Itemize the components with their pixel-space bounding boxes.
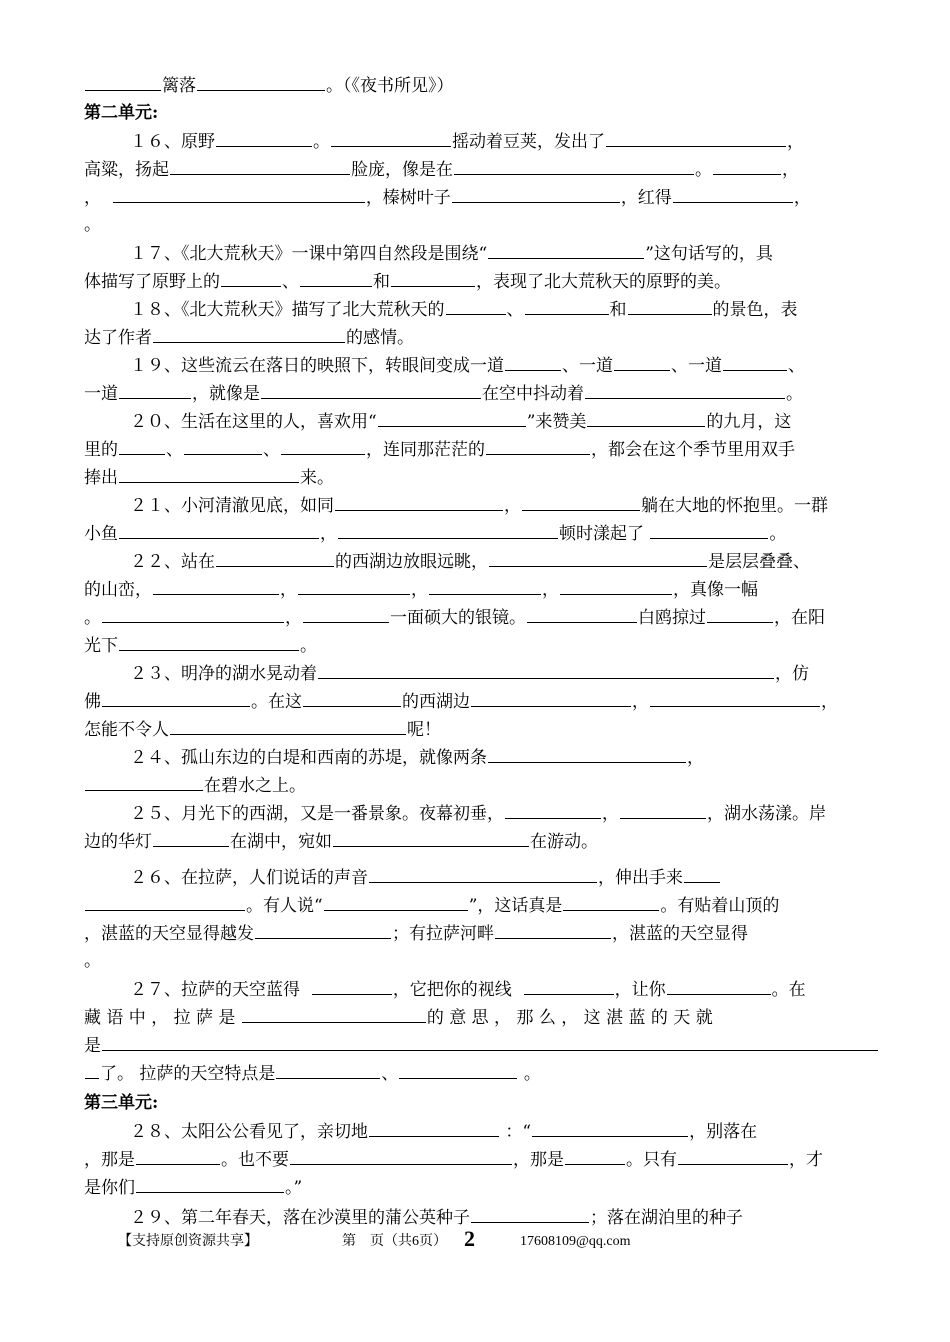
question-20: ２０、生活在这里的人，喜欢用“ ”来赞美 的九月，这 <box>130 412 792 432</box>
fill-blank[interactable] <box>153 578 279 595</box>
fill-blank[interactable] <box>378 410 526 427</box>
fill-blank[interactable] <box>446 298 506 315</box>
fill-blank[interactable] <box>102 606 284 623</box>
fill-blank[interactable] <box>338 522 558 539</box>
question-19-cont: 一道 ，就像是 在空中抖动着 。 <box>84 384 803 404</box>
fill-blank[interactable] <box>563 894 659 911</box>
question-26: ２６、在拉萨，人们说话的声音 ，伸出手来 <box>130 866 874 889</box>
question-16-cont: ， ，榛树叶子 ，红得 ， <box>84 188 811 208</box>
fill-blank[interactable] <box>667 978 771 995</box>
text: 。（《夜书所见》） <box>326 76 454 96</box>
fill-blank[interactable] <box>298 578 410 595</box>
footer-page-label: 第 页（共6页） <box>342 1234 447 1249</box>
fill-blank[interactable] <box>391 270 475 287</box>
fill-blank[interactable] <box>565 1148 625 1165</box>
question-29: ２９、第二年春天，落在沙漠里的蒲公英种子 ；落在湖泊里的种子 <box>130 1208 743 1228</box>
question-28-cont: ，那是 。也不要 ，那是 。只有 ，才 <box>84 1150 823 1170</box>
question-25-cont: 边的华灯 在湖中，宛如 在游动。 <box>84 832 598 852</box>
fill-blank[interactable] <box>333 830 529 847</box>
fill-blank[interactable] <box>102 1034 878 1051</box>
question-22-cont: 的山峦， ， ， ， ，真像一幅 <box>84 580 758 600</box>
fill-blank[interactable] <box>585 382 785 399</box>
fill-blank[interactable] <box>85 894 245 911</box>
fill-blank[interactable] <box>606 130 786 147</box>
fill-blank[interactable] <box>650 690 820 707</box>
question-16: １６、原野 。 摇动着豆荚，发出了 ， <box>130 132 804 152</box>
fill-blank[interactable] <box>488 242 644 259</box>
fill-blank[interactable] <box>153 326 345 343</box>
fill-blank[interactable] <box>471 690 631 707</box>
question-16-cont: 高粱，扬起 脸庞，像是在 。 ， <box>84 160 799 180</box>
fill-blank[interactable] <box>524 978 614 995</box>
fill-blank[interactable] <box>560 578 672 595</box>
question-26-cont: ，湛蓝的天空显得越发 ；有拉萨河畔 ，湛蓝的天空显得 <box>84 924 748 944</box>
question-28-cont: 是你们 。” <box>84 1178 303 1198</box>
fill-blank[interactable] <box>713 158 781 175</box>
fill-blank[interactable] <box>136 1176 284 1193</box>
fill-blank[interactable] <box>119 382 191 399</box>
fill-blank[interactable] <box>119 438 165 455</box>
question-22-cont: 光下 。 <box>84 636 317 656</box>
question-27: ２７、拉萨的天空蓝得 ，它把你的视线 ，让你 。在 <box>130 980 806 1000</box>
question-23-cont: 怎能不令人 呢！ <box>84 720 441 740</box>
question-18: １８、《北大荒秋天》描写了北大荒秋天的 、 和 的景色，表 <box>130 300 798 320</box>
footer-left: 【支持原创资源共享】 <box>118 1234 258 1249</box>
unit-two-heading: 第二单元: <box>84 103 159 123</box>
question-27-cont: 藏 语 中 ， 拉 萨 是 的 意 思 ， 那 么 ， 这 湛 蓝 的 天 就 <box>84 1008 713 1028</box>
fill-blank[interactable] <box>303 690 401 707</box>
fill-blank[interactable] <box>650 522 768 539</box>
question-16-end: 。 <box>84 215 101 235</box>
fill-blank[interactable] <box>312 978 392 995</box>
question-20-cont: 里的 、 、 ，连同那茫茫的 ，都会在这个季节里用双手 <box>84 440 795 460</box>
fill-blank[interactable] <box>505 354 561 371</box>
fill-blank[interactable] <box>85 1062 99 1079</box>
fill-blank[interactable] <box>221 270 281 287</box>
text: 篱落 <box>162 76 196 96</box>
fill-blank[interactable] <box>290 1148 512 1165</box>
fill-blank[interactable] <box>707 606 773 623</box>
fill-blank[interactable] <box>614 354 670 371</box>
fill-blank[interactable] <box>620 802 706 819</box>
fill-blank[interactable] <box>119 634 299 651</box>
fill-blank[interactable] <box>532 1120 688 1137</box>
fill-blank[interactable] <box>170 158 350 175</box>
fill-blank[interactable] <box>527 606 637 623</box>
fill-blank[interactable] <box>723 354 787 371</box>
fill-blank[interactable] <box>399 1062 517 1079</box>
fill-blank[interactable] <box>335 494 503 511</box>
unit-three-heading: 第三单元: <box>84 1093 159 1113</box>
question-23-cont: 佛 。在这 的西湖边 ， ， <box>84 692 838 712</box>
question-20-cont: 捧出 来。 <box>84 468 334 488</box>
question-25: ２５、月光下的西湖，又是一番景象。夜幕初垂， ， ，湖水荡漾。岸 <box>130 804 826 824</box>
fill-blank[interactable] <box>452 186 620 203</box>
fill-blank[interactable] <box>673 186 793 203</box>
fill-blank[interactable] <box>318 662 774 679</box>
fill-blank[interactable] <box>170 718 406 735</box>
fill-blank[interactable] <box>324 894 468 911</box>
question-26-end: 。 <box>84 951 101 971</box>
fill-blank[interactable] <box>216 550 334 567</box>
fill-blank[interactable] <box>486 438 590 455</box>
fill-blank[interactable] <box>113 186 365 203</box>
fill-blank[interactable] <box>184 438 262 455</box>
question-17: １７、《北大荒秋天》一课中第四自然段是围绕“ ”这句话写的，具 <box>130 244 773 264</box>
fill-blank[interactable] <box>331 130 451 147</box>
footer-email: 17608109@qq.com <box>520 1234 631 1249</box>
fill-blank[interactable] <box>136 1148 220 1165</box>
question-22-cont: 。 ， 一面硕大的银镜。 白鸥掠过 ，在阳 <box>84 608 825 628</box>
fill-blank[interactable] <box>429 578 541 595</box>
fill-blank[interactable] <box>488 746 686 763</box>
fill-blank[interactable] <box>119 522 319 539</box>
question-18-cont: 达了作者 的感情。 <box>84 328 414 348</box>
fill-blank[interactable] <box>454 158 694 175</box>
fill-blank[interactable] <box>525 298 609 315</box>
question-23: ２３、明净的湖水晃动着 ，仿 <box>130 664 809 684</box>
fill-blank[interactable] <box>85 74 161 91</box>
fill-blank[interactable] <box>102 690 250 707</box>
question-27-cont: 了。 拉萨的天空特点是 、 。 <box>84 1062 874 1085</box>
question-26-cont: 。有人说“ ”，这话真是 。有贴着山顶的 <box>84 894 874 917</box>
fill-blank[interactable] <box>369 866 597 883</box>
fill-blank[interactable] <box>587 410 705 427</box>
fill-blank[interactable] <box>276 1062 380 1079</box>
question-19: １９、这些流云在落日的映照下，转眼间变成一道 、一道 、一道 、 <box>130 356 805 376</box>
question-27-cont: 是 <box>84 1034 884 1057</box>
fill-blank[interactable] <box>216 130 312 147</box>
fill-blank[interactable] <box>153 830 229 847</box>
fill-blank[interactable] <box>119 466 299 483</box>
fill-blank[interactable] <box>505 802 601 819</box>
fill-blank[interactable] <box>684 866 720 883</box>
fill-blank[interactable] <box>369 1120 499 1137</box>
fill-blank[interactable] <box>489 550 707 567</box>
fill-blank[interactable] <box>255 922 391 939</box>
fill-blank[interactable] <box>678 1148 788 1165</box>
question-17-cont: 体描写了原野上的 、 和 ，表现了北大荒秋天的原野的美。 <box>84 272 731 292</box>
fill-blank[interactable] <box>495 922 611 939</box>
fill-blank[interactable] <box>628 298 712 315</box>
poem-line-end <box>84 74 874 97</box>
fill-blank[interactable] <box>261 382 481 399</box>
fill-blank[interactable] <box>281 438 365 455</box>
question-22: ２２、站在 的西湖边放眼远眺， 是层层叠叠、 <box>130 552 810 572</box>
fill-blank[interactable] <box>471 1206 589 1223</box>
question-24-cont: 在碧水之上。 <box>84 774 874 797</box>
question-21: ２１、小河清澈见底，如同 ， 躺在大地的怀抱里。一群 <box>130 496 828 516</box>
fill-blank[interactable] <box>197 74 325 91</box>
question-24: ２４、孤山东边的白堤和西南的苏堤，就像两条 ， <box>130 748 704 768</box>
question-21-cont: 小鱼 ， 顿时漾起了 。 <box>84 524 787 544</box>
fill-blank[interactable] <box>522 494 640 511</box>
page-number: 2 <box>464 1226 475 1251</box>
question-28: ２８、太阳公公看见了，亲切地 ：“ ，别落在 <box>130 1122 758 1142</box>
fill-blank[interactable] <box>85 774 203 791</box>
fill-blank[interactable] <box>242 1006 426 1023</box>
fill-blank[interactable] <box>300 270 372 287</box>
fill-blank[interactable] <box>303 606 389 623</box>
